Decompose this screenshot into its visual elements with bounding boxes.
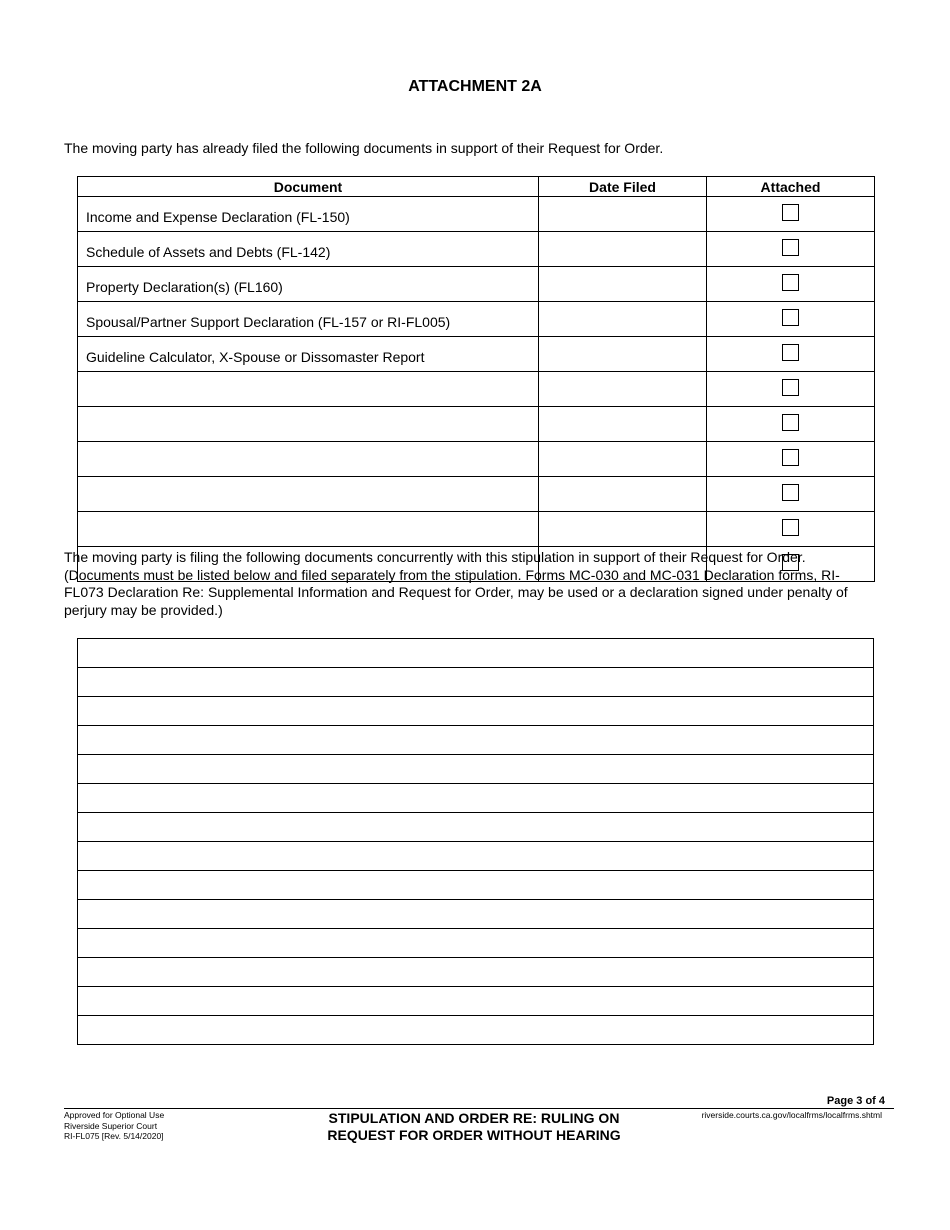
concurrent-document-field[interactable] bbox=[78, 639, 874, 668]
table-row bbox=[78, 442, 875, 477]
table-row bbox=[78, 232, 875, 267]
intro-text: The moving party has already filed the following documents in support of their Request for Order. bbox=[64, 140, 664, 156]
concurrent-document-row bbox=[78, 726, 874, 755]
attached-cell bbox=[707, 232, 875, 267]
attached-checkbox[interactable] bbox=[782, 484, 799, 501]
table-row bbox=[78, 302, 875, 337]
attached-cell bbox=[707, 267, 875, 302]
attached-cell bbox=[707, 197, 875, 232]
page-title: ATTACHMENT 2A bbox=[408, 78, 542, 95]
concurrent-document-field[interactable] bbox=[78, 900, 874, 929]
concurrent-document-field[interactable] bbox=[78, 1016, 874, 1045]
footer-form-title bbox=[274, 1110, 674, 1144]
concurrent-document-row bbox=[78, 813, 874, 842]
footer-form-info bbox=[64, 1110, 164, 1142]
attached-checkbox[interactable] bbox=[782, 379, 799, 396]
table-row bbox=[78, 512, 875, 547]
concurrent-document-field[interactable] bbox=[78, 929, 874, 958]
date-filed-cell[interactable] bbox=[539, 477, 707, 512]
document-cell[interactable]: Guideline Calculator, X-Spouse or Dissomaster Report bbox=[78, 337, 539, 372]
attached-cell bbox=[707, 512, 875, 547]
filed-documents-table bbox=[77, 176, 875, 582]
concurrent-document-field[interactable] bbox=[78, 784, 874, 813]
page-number: Page 3 of 4 bbox=[826, 1095, 885, 1107]
concurrent-document-row bbox=[78, 929, 874, 958]
concurrent-document-field[interactable] bbox=[78, 726, 874, 755]
filed-documents-body bbox=[78, 197, 875, 582]
table-row bbox=[78, 197, 875, 232]
document-cell[interactable]: Spousal/Partner Support Declaration (FL-157 or RI-FL005) bbox=[78, 302, 539, 337]
concurrent-document-row bbox=[78, 842, 874, 871]
concurrent-document-row bbox=[78, 958, 874, 987]
footer-url: riverside.courts.ca.gov/localfrms/localfrms.shtml bbox=[701, 1110, 882, 1120]
header-attached: Attached bbox=[707, 177, 875, 197]
table-row bbox=[78, 337, 875, 372]
table-row bbox=[78, 267, 875, 302]
document-cell[interactable] bbox=[78, 512, 539, 547]
concurrent-document-field[interactable] bbox=[78, 697, 874, 726]
concurrent-document-field[interactable] bbox=[78, 813, 874, 842]
concurrent-document-field[interactable] bbox=[78, 871, 874, 900]
footer-court: Riverside Superior Court bbox=[64, 1120, 158, 1131]
attached-cell bbox=[707, 337, 875, 372]
concurrent-documents-table bbox=[77, 638, 874, 1045]
attached-cell bbox=[707, 407, 875, 442]
concurrent-document-row bbox=[78, 755, 874, 784]
concurrent-document-row bbox=[78, 639, 874, 668]
document-cell[interactable]: Income and Expense Declaration (FL-150) bbox=[78, 197, 539, 232]
concurrent-document-row bbox=[78, 784, 874, 813]
date-filed-cell[interactable] bbox=[539, 197, 707, 232]
attached-checkbox[interactable] bbox=[782, 449, 799, 466]
table-row bbox=[78, 477, 875, 512]
concurrent-document-row bbox=[78, 987, 874, 1016]
concurrent-documents-body bbox=[78, 639, 874, 1045]
attached-checkbox[interactable] bbox=[782, 274, 799, 291]
concurrent-document-field[interactable] bbox=[78, 668, 874, 697]
date-filed-cell[interactable] bbox=[539, 337, 707, 372]
concurrent-document-row bbox=[78, 1016, 874, 1045]
concurrent-paragraph: The moving party is filing the following documents concurrently with this stipulation in support of their Request for Order. (Documents must be listed below and filed separately from the stipulation. Forms MC-030 and MC-031 Declaration forms, RI-FL073 Declaration Re: Supplemental Information and Request for Order, may be used or a declaration signed under penalty of perjury may be provided.) bbox=[64, 549, 848, 618]
date-filed-cell[interactable] bbox=[539, 232, 707, 267]
header-document: Document bbox=[78, 177, 539, 197]
concurrent-document-field[interactable] bbox=[78, 987, 874, 1016]
attached-checkbox[interactable] bbox=[782, 519, 799, 536]
attached-cell bbox=[707, 302, 875, 337]
footer-approval: Approved for Optional Use bbox=[64, 1110, 165, 1120]
concurrent-document-field[interactable] bbox=[78, 958, 874, 987]
document-cell[interactable]: Property Declaration(s) (FL160) bbox=[78, 267, 539, 302]
footer-title-line-2: REQUEST FOR ORDER WITHOUT HEARING bbox=[327, 1127, 621, 1143]
attached-checkbox[interactable] bbox=[782, 344, 799, 361]
attached-checkbox[interactable] bbox=[782, 414, 799, 431]
table-row bbox=[78, 372, 875, 407]
attached-checkbox[interactable] bbox=[782, 204, 799, 221]
concurrent-document-field[interactable] bbox=[78, 842, 874, 871]
footer-form-number: RI-FL075 [Rev. 5/14/2020] bbox=[64, 1131, 164, 1141]
attached-cell bbox=[707, 442, 875, 477]
document-cell[interactable]: Schedule of Assets and Debts (FL-142) bbox=[78, 232, 539, 267]
date-filed-cell[interactable] bbox=[539, 302, 707, 337]
attached-checkbox[interactable] bbox=[782, 239, 799, 256]
document-cell[interactable] bbox=[78, 442, 539, 477]
document-cell[interactable] bbox=[78, 372, 539, 407]
concurrent-document-row bbox=[78, 871, 874, 900]
table-row bbox=[78, 407, 875, 442]
concurrent-document-field[interactable] bbox=[78, 755, 874, 784]
footer-divider bbox=[64, 1108, 894, 1109]
header-date-filed: Date Filed bbox=[539, 177, 707, 197]
date-filed-cell[interactable] bbox=[539, 407, 707, 442]
attached-cell bbox=[707, 477, 875, 512]
date-filed-cell[interactable] bbox=[539, 442, 707, 477]
concurrent-document-row bbox=[78, 900, 874, 929]
attached-checkbox[interactable] bbox=[782, 309, 799, 326]
date-filed-cell[interactable] bbox=[539, 372, 707, 407]
document-cell[interactable] bbox=[78, 407, 539, 442]
footer-title-line-1: STIPULATION AND ORDER RE: RULING ON bbox=[328, 1110, 620, 1126]
attached-cell bbox=[707, 372, 875, 407]
table-header-row bbox=[78, 177, 875, 197]
date-filed-cell[interactable] bbox=[539, 267, 707, 302]
document-cell[interactable] bbox=[78, 477, 539, 512]
concurrent-document-row bbox=[78, 668, 874, 697]
concurrent-document-row bbox=[78, 697, 874, 726]
date-filed-cell[interactable] bbox=[539, 512, 707, 547]
